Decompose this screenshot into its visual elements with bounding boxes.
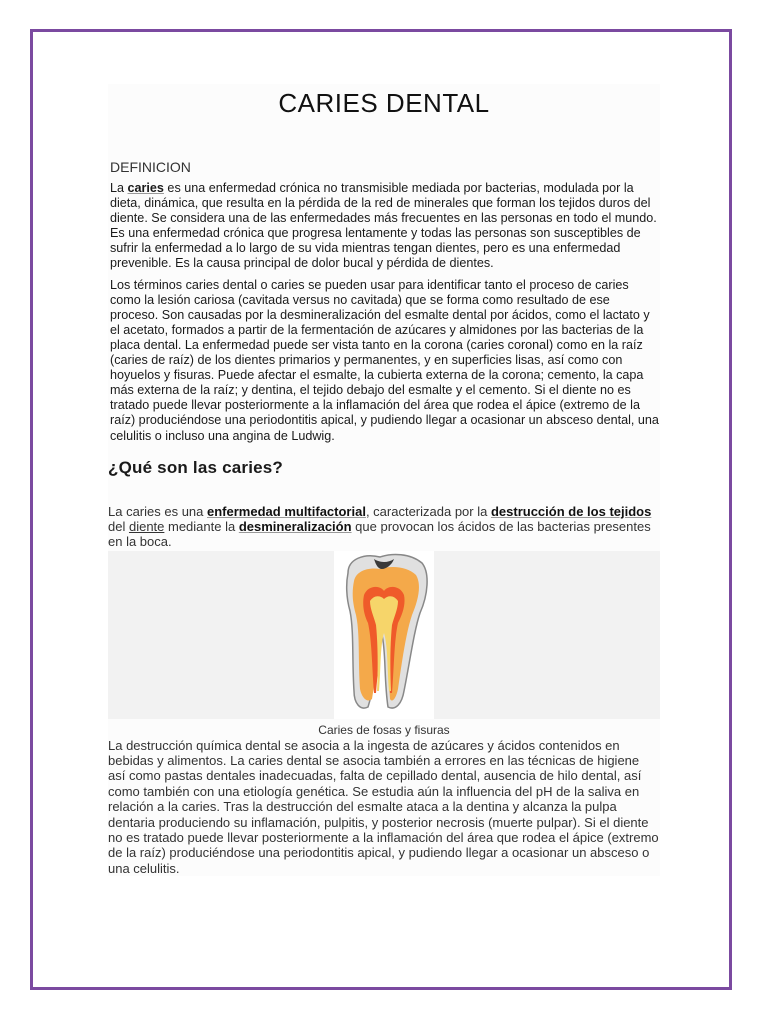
caries-link[interactable]: caries bbox=[127, 181, 164, 195]
multifactorial-link[interactable]: enfermedad multifactorial bbox=[207, 503, 366, 519]
paragraph-chemical-destruction: La destrucción química dental se asocia a la ingesta de azúcares y ácidos contenidos en bebidas y alimentos. La caries dental se asocia también a errores en las técnicas de higiene así como pastas dentales inadecuadas, falta de cepillado dental, ausencia de hilo dental, así como también con una etiología genética. Se estudia aún la influencia del pH de la saliva en relación a la caries. Tras la destrucción del esmalte ataca a la dentina y alcanza la pulpa dentaria produciendo su inflamación, pulpitis, y posterior necrosis (muerte pulpar). Si el diente no es tratado puede llevar posteriormente a la inflamación del área que rodea el ápice (extremo de la raíz) produciéndose una periodontitis apical, y pudiendo llegar a ocasionar un absceso o una celulitis. bbox=[108, 737, 659, 876]
paragraph-what-are-caries bbox=[108, 504, 660, 549]
paragraph-definition bbox=[108, 181, 660, 272]
question-heading: ¿Qué son las caries? bbox=[108, 457, 284, 477]
p3-text-1: La caries es una bbox=[108, 503, 208, 519]
page-title: CARIES DENTAL bbox=[278, 88, 490, 118]
tooth-illustration bbox=[334, 551, 434, 719]
figure-container bbox=[108, 551, 660, 719]
figure-caption: Caries de fosas y fisuras bbox=[318, 722, 450, 737]
destruction-link[interactable]: destrucción de los tejidos bbox=[490, 503, 652, 519]
p3-text-4: mediante la bbox=[164, 518, 239, 534]
tooth-icon bbox=[334, 551, 434, 719]
p3-text-2: , caracterizada por la bbox=[365, 503, 491, 519]
section-heading: DEFINICION bbox=[110, 159, 191, 175]
p1-prefix: La bbox=[110, 181, 128, 195]
p3-text-5: que provocan los ácidos de las bacterias presentes en la boca. bbox=[108, 518, 651, 549]
p3-text-3: del bbox=[108, 518, 129, 534]
paragraph-terms: Los términos caries dental o caries se pueden usar para identificar tanto el proceso de caries como la lesión cariosa (cavitada versus no cavitada) que se forma como resultado de ese proceso. Son causadas por la desmineralización del esmalte dental por ácidos, como el lactato y el acetato, formados a partir de la fermentación de azúcares y almidones por las bacterias de la placa dental. La enfermedad puede ser vista tanto en la corona (caries coronal) como en la raíz (caries de raíz) de los dientes primarios y permanentes, y en superficies lisas, así como con hoyuelos y fisuras. Puede afectar el esmalte, la cubierta externa de la corona; cemento, la capa más externa de la raíz; y dentina, el tejido debajo del esmalte y el cemento. Si el diente no es tratado puede llevar posteriormente a la inflamación del área que rodea el ápice (extremo de la raíz) produciéndose una periodontitis apical, y pudiendo llegar a ocasionar un absceso dental, una celulitis o incluso una angina de Ludwig. bbox=[110, 277, 659, 443]
demineralization-link[interactable]: desmineralización bbox=[238, 518, 352, 534]
tooth-link[interactable]: diente bbox=[128, 518, 165, 534]
document-body bbox=[108, 84, 660, 876]
p1-rest: es una enfermedad crónica no transmisible mediada por bacterias, modulada por la dieta, dinámica, que resulta en la pérdida de la red de minerales que forman los tejidos duros del diente. Se considera una de las enfermedades más frecuentes en las personas en todo el mundo. Es una enfermedad crónica que progresa lentamente y todas las personas son susceptibles de sufrir la enfermedad a lo largo de su vida mientras tengan dientes, pero es una enfermedad prevenible. Es la causa principal de dolor bucal y pérdida de dientes. bbox=[110, 181, 657, 271]
